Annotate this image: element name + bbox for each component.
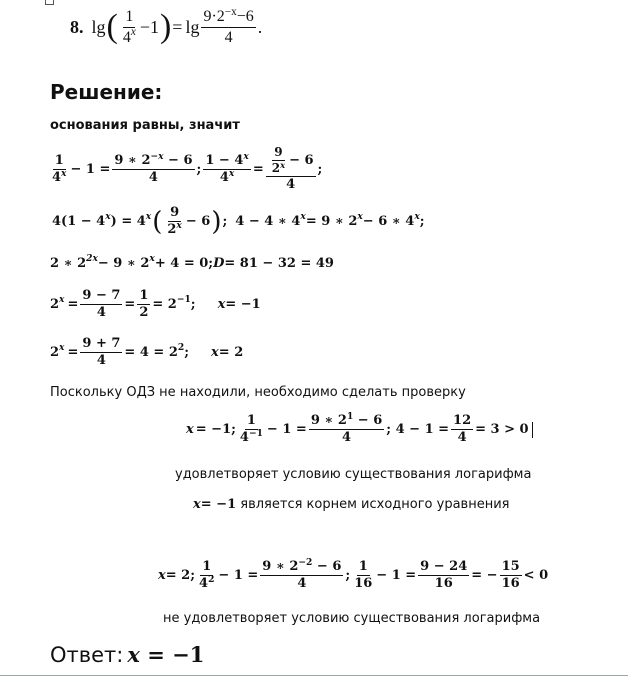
fraction-one-over-4x: $\frac{1}{4^x}$ <box>122 8 136 46</box>
not-satisfies-text: не удовлетворяет условию существования логарифма <box>163 611 541 626</box>
equation-line-5: 2 x = $\frac{9 + 7}{4}$ = 4 = 2 2 ; x = 2 <box>50 336 244 369</box>
equation-line-3: 2 ∗ 2 2x − 9 ∗ 2 x + 4 = 0; D = 81 − 32 = 49 <box>50 253 334 271</box>
answer <box>50 642 204 667</box>
root-statement: x = −1 является корнем исходного уравнения <box>193 497 510 512</box>
equation-line-4: 2 x = $\frac{9 - 7}{4}$ = $\frac{1}{2}$ = 2 −1 ; x = −1 <box>50 288 261 321</box>
anchor-marker <box>45 0 54 5</box>
solution-heading: Решение: <box>50 80 163 104</box>
problem-number: 8. <box>70 16 84 37</box>
answer-label: Ответ: <box>50 642 124 667</box>
lg-right: lg <box>185 16 200 37</box>
equation-line-1: $\frac{1}{4^x}$ − 1 = $\frac{9 ∗ 2^{-x} - 6}{4}$ ; $\frac{1 - 4^x}{4^x}$ = $\frac{9}{2^x}$ − 6 4 ; <box>52 145 323 193</box>
lg-left: lg <box>91 16 106 37</box>
problem-statement: 8. lg ( $\frac{1}{4^x}$ −1 ) = lg $\frac{9\cdot 2^{-x}-6}{4}$ . <box>70 5 263 46</box>
check-1: x = −1; $\frac{1}{4^{-1}}$ − 1 = $\frac{9 ∗ 2^1 - 6}{4}$ ; 4 − 1 = $\frac{12}{4}$ = 3 > 0 <box>186 414 533 446</box>
check-text: Поскольку ОДЗ не находили, необходимо сделать проверку <box>50 385 466 400</box>
satisfies-text: удовлетворяет условию существования логарифма <box>175 467 532 482</box>
check-2: x = 2; $\frac{1}{4^2}$ − 1 = $\frac{9 ∗ 2^{-2} - 6}{4}$ ; $\frac{1}{16}$ − 1 = $\frac{9 - 24}{16}$ = − $\frac{15}{16}$ < 0 <box>158 557 549 592</box>
equation-line-2: 4(1 − 4 x ) = 4 x ( $\frac{9}{2^x}$ − 6 ) ; 4 − 4 ∗ 4 x = 9 ∗ 2 x − 6 ∗ 4 x ; <box>52 205 425 238</box>
intro-text: основания равны, значит <box>50 118 240 133</box>
answer-value: x = −1 <box>127 642 205 667</box>
minus-one: −1 <box>139 16 159 37</box>
fraction-rhs: $\frac{9\cdot 2^{-x}-6}{4}$ <box>203 5 254 46</box>
bottom-border <box>0 675 628 676</box>
